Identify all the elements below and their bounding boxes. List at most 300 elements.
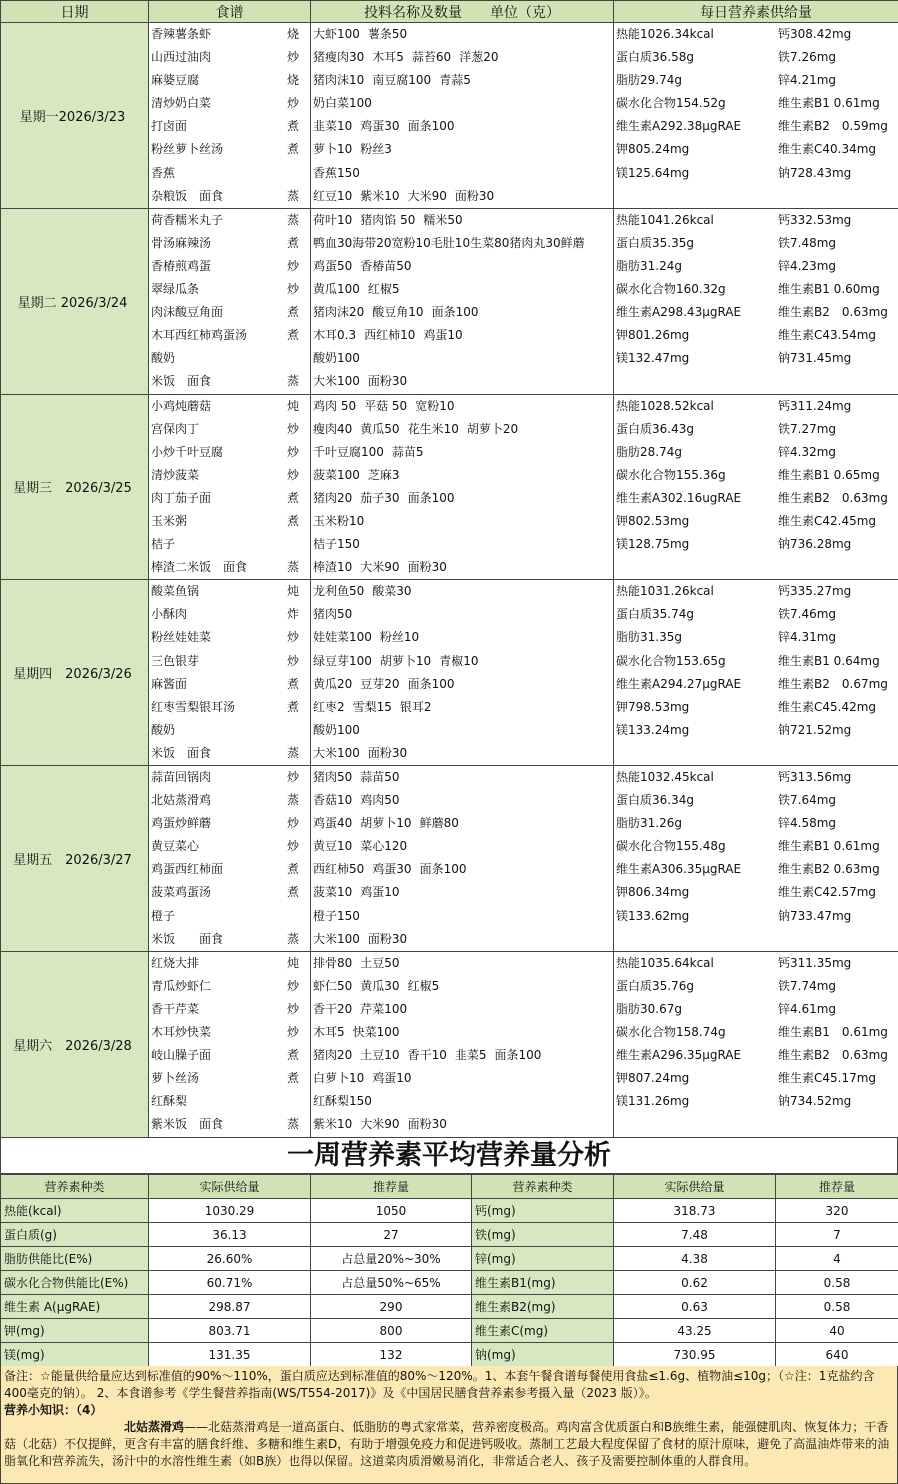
nutrient-value: 蛋白质35.35g bbox=[616, 235, 694, 250]
dish-item bbox=[149, 92, 310, 115]
dish-name: 麻婆豆腐 bbox=[151, 73, 200, 88]
nutrient-value: 维生素B2 0.63mg bbox=[778, 862, 880, 877]
cooking-method: 炖 bbox=[286, 398, 299, 413]
ingredient-line bbox=[311, 115, 613, 138]
ingredient-item: 蒜苔60 bbox=[411, 50, 452, 65]
nutrient-value: 铁7.26mg bbox=[778, 50, 837, 65]
dish-item bbox=[149, 533, 310, 556]
dish-name: 萝卜丝汤 bbox=[151, 1071, 200, 1086]
dish-name: 红酥梨 bbox=[151, 1094, 188, 1109]
ingredient-item: 豆芽20 bbox=[360, 676, 400, 691]
header-nutrition: 每日营养素供给量 bbox=[614, 1, 898, 23]
nutrition-line bbox=[614, 998, 898, 1021]
nutrient-value: 维生素A294.27μgRAE bbox=[616, 676, 742, 691]
nutrient-value: 钾802.53mg bbox=[616, 513, 690, 528]
dish-name: 米饭 面食 bbox=[151, 745, 212, 760]
nutrient-value: 钙313.56mg bbox=[778, 770, 852, 784]
ingredient-item: 鸡蛋30 bbox=[372, 862, 412, 877]
ingredient-item: 面条100 bbox=[407, 676, 455, 691]
ingredient-line bbox=[311, 138, 613, 161]
nutrition-line bbox=[614, 719, 898, 742]
cooking-method: 煮 bbox=[286, 235, 299, 250]
dish-name: 荷香糯米丸子 bbox=[151, 212, 224, 227]
nutrition-line bbox=[614, 673, 898, 696]
ingredient-item: 猪肉沫10 bbox=[313, 73, 365, 88]
ingredient-item: 土豆50 bbox=[360, 955, 400, 970]
cooking-method: 煮 bbox=[286, 142, 299, 157]
ingredient-item: 芝麻3 bbox=[367, 467, 400, 482]
actual-amount: 131.35 bbox=[149, 1343, 311, 1367]
ingredient-line bbox=[311, 255, 613, 278]
nutrient-value: 维生素B2 0.63mg bbox=[778, 490, 888, 505]
day-recipes bbox=[149, 951, 311, 1137]
nutrient-value: 脂肪29.74g bbox=[616, 73, 682, 88]
day-row bbox=[1, 580, 898, 766]
dish-name: 打卤面 bbox=[151, 119, 188, 134]
ingredient-item: 红椒5 bbox=[407, 978, 440, 993]
ingredient-item: 大米90 bbox=[407, 188, 447, 203]
dish-item bbox=[149, 556, 310, 579]
dish-name: 小鸡炖蘑菇 bbox=[151, 398, 212, 413]
average-row bbox=[1, 1271, 898, 1295]
average-header-cell: 推荐量 bbox=[776, 1175, 898, 1199]
cooking-method: 炒 bbox=[286, 630, 299, 645]
cooking-method bbox=[286, 533, 300, 556]
ingredient-item: 青椒10 bbox=[439, 653, 479, 668]
average-row bbox=[1, 1199, 898, 1223]
dish-item bbox=[149, 510, 310, 533]
ingredient-item: 鸭血30海带20宽粉10毛肚10生菜80猪肉丸30鲜蘑 bbox=[313, 235, 585, 250]
nutrient-value: 镁132.47mg bbox=[616, 351, 690, 366]
day-nutrition bbox=[614, 208, 898, 394]
ingredient-line bbox=[311, 1044, 613, 1067]
ingredient-item: 茄子30 bbox=[360, 490, 400, 505]
dish-name: 山西过油肉 bbox=[151, 50, 212, 65]
ingredient-line bbox=[311, 580, 613, 603]
cooking-method bbox=[286, 905, 300, 928]
nutrient-value: 维生素C42.57mg bbox=[778, 885, 877, 900]
nutrition-line bbox=[614, 23, 898, 46]
nutrition-line bbox=[614, 464, 898, 487]
ingredient-item: 萝卜10 bbox=[313, 142, 353, 157]
dish-name: 岐山臊子面 bbox=[151, 1048, 212, 1063]
nutrient-value: 钠733.47mg bbox=[778, 908, 852, 923]
menu-header-row bbox=[1, 1, 898, 23]
nutrient-value: 维生素A298.43μgRAE bbox=[616, 305, 742, 320]
nutrition-line bbox=[614, 533, 898, 556]
nutrient-value: 钾806.34mg bbox=[616, 885, 690, 900]
dish-item bbox=[149, 1090, 310, 1113]
recommended-amount: 占总量50%~65% bbox=[311, 1271, 472, 1295]
nutrition-line bbox=[614, 209, 898, 232]
ingredient-item: 猪肉50 bbox=[313, 607, 353, 622]
day-nutrition bbox=[614, 951, 898, 1137]
dish-name: 蒜苗回锅肉 bbox=[151, 770, 212, 784]
nutrient-value: 铁7.64mg bbox=[778, 793, 837, 808]
ingredient-line bbox=[311, 812, 613, 835]
ingredient-item: 木耳5 bbox=[372, 50, 404, 65]
nutrient-value: 钙332.53mg bbox=[778, 212, 852, 227]
dish-name: 菠菜鸡蛋汤 bbox=[151, 885, 212, 900]
ingredient-item: 面条100 bbox=[407, 119, 455, 134]
day-ingredients bbox=[311, 951, 614, 1137]
cooking-method: 炒 bbox=[286, 816, 299, 831]
day-date: 星期六 2026/3/28 bbox=[1, 951, 149, 1137]
nutrient-value: 碳水化合物160.32g bbox=[616, 282, 726, 297]
nutrient-value: 维生素C45.17mg bbox=[778, 1071, 877, 1086]
day-row bbox=[1, 766, 898, 952]
cooking-method: 蒸 bbox=[286, 212, 299, 227]
average-row bbox=[1, 1247, 898, 1271]
ingredient-item: 鸡蛋10 bbox=[423, 328, 463, 343]
tip-text: ——北菇蒸滑鸡是一道高蛋白、低脂肪的粤式家常菜，营养密度极高。鸡肉富含优质蛋白和B族维生素，能强健肌肉、恢复体力；干香菇（北菇）不仅提鲜，更含有丰富的膳食纤维、多糖和维生素D，有助于增强免疫力和促进钙吸收。蒸制工艺最大程度保留了食材的原汁原味，避免了高温油炸带来的油脂氧化和营养流失，汤汁中的水溶性维生素（如B族）也得以保留。这道菜肉质滑嫩易消化，非常适合老人、孩子及需要控制体重的人群食用。 bbox=[4, 1420, 890, 1468]
dish-name: 肉丁茄子面 bbox=[151, 490, 212, 505]
ingredient-line bbox=[311, 395, 613, 418]
dish-name: 红烧大排 bbox=[151, 955, 200, 970]
day-nutrition bbox=[614, 394, 898, 580]
nutrient-value: 维生素B2 0.63mg bbox=[778, 1048, 888, 1063]
ingredient-line bbox=[311, 418, 613, 441]
cooking-method: 炒 bbox=[286, 1025, 299, 1040]
nutrient-name: 维生素B2(mg) bbox=[472, 1295, 614, 1319]
ingredient-item: 猪肉馅 50 bbox=[360, 212, 416, 227]
dish-item bbox=[149, 812, 310, 835]
average-header-cell: 实际供给量 bbox=[614, 1175, 776, 1199]
dish-name: 北姑蒸滑鸡 bbox=[151, 793, 212, 808]
ingredient-line bbox=[311, 905, 613, 928]
ingredient-line bbox=[311, 858, 613, 881]
nutrient-value: 热能1026.34kcal bbox=[616, 27, 714, 41]
nutrient-value: 蛋白质36.58g bbox=[616, 50, 694, 65]
nutrition-line bbox=[614, 278, 898, 301]
nutrition-line bbox=[614, 580, 898, 603]
dish-item bbox=[149, 301, 310, 324]
dish-item bbox=[149, 324, 310, 347]
nutrient-name: 铁(mg) bbox=[472, 1223, 614, 1247]
ingredient-item: 面条100 bbox=[494, 1048, 542, 1063]
nutrition-line bbox=[614, 487, 898, 510]
ingredient-item: 猪肉50 bbox=[313, 770, 353, 784]
day-recipes bbox=[149, 766, 311, 952]
actual-amount: 60.71% bbox=[149, 1271, 311, 1295]
ingredient-line bbox=[311, 441, 613, 464]
ingredient-item: 面粉30 bbox=[454, 188, 495, 203]
ingredient-line bbox=[311, 742, 613, 765]
dish-name: 肉沫酸豆角面 bbox=[151, 305, 224, 320]
dish-name: 酸菜鱼锅 bbox=[151, 584, 200, 599]
tip-title: 营养小知识：（4） bbox=[4, 1403, 103, 1417]
nutrient-value: 维生素C40.34mg bbox=[778, 142, 877, 157]
nutrition-line bbox=[614, 301, 898, 324]
dish-item bbox=[149, 626, 310, 649]
nutrient-name: 碳水化合物供能比(E%) bbox=[1, 1271, 149, 1295]
ingredient-item: 紫米10 bbox=[360, 188, 400, 203]
cooking-method: 蒸 bbox=[286, 188, 299, 203]
cooking-method: 炖 bbox=[286, 955, 299, 970]
day-nutrition bbox=[614, 766, 898, 952]
dish-name: 粉丝娃娃菜 bbox=[151, 630, 212, 645]
nutrient-value: 锌4.21mg bbox=[778, 73, 837, 88]
ingredient-line bbox=[311, 301, 613, 324]
actual-amount: 26.60% bbox=[149, 1247, 311, 1271]
ingredient-line bbox=[311, 324, 613, 347]
day-recipes bbox=[149, 580, 311, 766]
nutrient-value: 维生素C43.54mg bbox=[778, 328, 877, 343]
dish-item bbox=[149, 487, 310, 510]
ingredient-item: 雪梨15 bbox=[352, 699, 392, 714]
ingredient-item: 鸡蛋40 bbox=[313, 816, 353, 831]
nutrient-value: 维生素B1 0.64mg bbox=[778, 653, 880, 668]
ingredient-line bbox=[311, 719, 613, 742]
day-ingredients bbox=[311, 580, 614, 766]
ingredient-item: 面粉30 bbox=[367, 374, 408, 389]
nutrition-line bbox=[614, 626, 898, 649]
dish-name: 红枣雪梨银耳汤 bbox=[151, 699, 236, 714]
cooking-method: 煮 bbox=[286, 1071, 299, 1086]
nutrition-line bbox=[614, 138, 898, 161]
ingredient-item: 糯米50 bbox=[423, 212, 463, 227]
nutrition-line bbox=[614, 812, 898, 835]
nutrient-value: 热能1031.26kcal bbox=[616, 584, 714, 599]
nutrition-line bbox=[614, 1021, 898, 1044]
nutrient-value: 镁133.62mg bbox=[616, 908, 690, 923]
recommended-amount: 占总量20%~30% bbox=[311, 1247, 472, 1271]
nutrient-value: 维生素B2 0.59mg bbox=[778, 119, 888, 134]
dish-name: 杂粮饭 面食 bbox=[151, 188, 224, 203]
ingredient-item: 韭菜5 bbox=[454, 1048, 487, 1063]
dish-item bbox=[149, 580, 310, 603]
ingredient-item: 菠菜100 bbox=[313, 467, 360, 482]
ingredient-line bbox=[311, 370, 613, 393]
average-header-cell: 营养素种类 bbox=[1, 1175, 149, 1199]
ingredient-item: 香蕉150 bbox=[313, 165, 360, 180]
ingredient-item: 大米100 bbox=[313, 374, 360, 389]
day-date: 星期五 2026/3/27 bbox=[1, 766, 149, 952]
cooking-method: 炒 bbox=[286, 258, 299, 273]
ingredient-line bbox=[311, 998, 613, 1021]
ingredient-line bbox=[311, 952, 613, 975]
ingredient-line bbox=[311, 162, 613, 185]
ingredient-line bbox=[311, 650, 613, 673]
ingredient-item: 鸡蛋10 bbox=[372, 1071, 412, 1086]
cooking-method: 蒸 bbox=[286, 560, 299, 575]
nutrient-value: 锌4.58mg bbox=[778, 816, 837, 831]
dish-item bbox=[149, 23, 310, 46]
ingredient-item: 大虾100 bbox=[313, 27, 360, 41]
actual-amount: 7.48 bbox=[614, 1223, 776, 1247]
cooking-method: 煮 bbox=[286, 885, 299, 900]
nutrient-value: 蛋白质36.34g bbox=[616, 793, 694, 808]
nutrition-line bbox=[614, 858, 898, 881]
ingredient-line bbox=[311, 696, 613, 719]
dish-name: 木耳西红柿鸡蛋汤 bbox=[151, 328, 248, 343]
dish-item bbox=[149, 766, 310, 789]
dish-item bbox=[149, 673, 310, 696]
ingredient-item: 香干10 bbox=[407, 1048, 447, 1063]
cooking-method: 煮 bbox=[286, 490, 299, 505]
ingredient-line bbox=[311, 232, 613, 255]
day-date: 星期二 2026/3/24 bbox=[1, 208, 149, 394]
cooking-method bbox=[286, 347, 300, 370]
nutrition-line bbox=[614, 789, 898, 812]
ingredient-line bbox=[311, 1067, 613, 1090]
dish-name: 清炒奶白菜 bbox=[151, 96, 212, 111]
average-nutrition-table bbox=[0, 1174, 898, 1367]
day-date: 星期三 2026/3/25 bbox=[1, 394, 149, 580]
day-row bbox=[1, 951, 898, 1137]
nutrient-value: 锌4.32mg bbox=[778, 444, 837, 459]
ingredient-line bbox=[311, 673, 613, 696]
cooking-method: 蒸 bbox=[286, 374, 299, 389]
dish-item bbox=[149, 185, 310, 208]
dish-item bbox=[149, 209, 310, 232]
ingredient-item: 猪肉20 bbox=[313, 490, 353, 505]
nutrient-value: 维生素C45.42mg bbox=[778, 699, 877, 714]
ingredient-item: 奶白菜100 bbox=[313, 96, 372, 111]
nutrient-value: 钙311.35mg bbox=[778, 955, 852, 970]
ingredient-item: 粉丝10 bbox=[379, 630, 420, 645]
ingredient-item: 绿豆芽100 bbox=[313, 653, 372, 668]
dish-name: 三色银芽 bbox=[151, 653, 200, 668]
dish-item bbox=[149, 1113, 310, 1136]
ingredient-item: 木耳0.3 bbox=[313, 328, 357, 343]
ingredient-item: 木耳5 bbox=[313, 1025, 345, 1040]
dish-item bbox=[149, 881, 310, 904]
ingredient-item: 大米90 bbox=[360, 1117, 400, 1132]
dish-item bbox=[149, 905, 310, 928]
dish-item bbox=[149, 441, 310, 464]
recommended-amount: 7 bbox=[776, 1223, 898, 1247]
nutrient-value: 脂肪31.26g bbox=[616, 816, 682, 831]
nutrient-value: 蛋白质36.43g bbox=[616, 421, 694, 436]
cooking-method: 炒 bbox=[286, 653, 299, 668]
dish-name: 小炒千叶豆腐 bbox=[151, 444, 224, 459]
ingredient-item: 猪瘦肉30 bbox=[313, 50, 365, 65]
dish-name: 香椿煎鸡蛋 bbox=[151, 258, 212, 273]
cooking-method: 炒 bbox=[286, 1001, 299, 1016]
cooking-method: 煮 bbox=[286, 305, 299, 320]
ingredient-item: 面粉30 bbox=[407, 560, 447, 575]
ingredient-item: 红枣2 bbox=[313, 699, 345, 714]
nutrient-name: 维生素C(mg) bbox=[472, 1319, 614, 1343]
ingredient-line bbox=[311, 69, 613, 92]
ingredient-item: 白萝卜10 bbox=[313, 1071, 365, 1086]
dish-item bbox=[149, 603, 310, 626]
cooking-method bbox=[286, 162, 300, 185]
ingredient-line bbox=[311, 533, 613, 556]
ingredient-line bbox=[311, 556, 613, 579]
ingredient-item: 鲜蘑80 bbox=[419, 816, 459, 831]
ingredient-line bbox=[311, 1021, 613, 1044]
nutrient-name: 维生素 A(μgRAE) bbox=[1, 1295, 149, 1319]
ingredient-line bbox=[311, 975, 613, 998]
actual-amount: 1030.29 bbox=[149, 1199, 311, 1223]
nutrition-line bbox=[614, 46, 898, 69]
dish-name: 鸡蛋西红柿面 bbox=[151, 862, 224, 877]
ingredient-item: 猪肉沫20 bbox=[313, 305, 365, 320]
nutrient-value: 镁125.64mg bbox=[616, 165, 690, 180]
ingredient-item: 龙利鱼50 bbox=[313, 584, 365, 599]
nutrient-value: 脂肪31.24g bbox=[616, 258, 682, 273]
dish-item bbox=[149, 928, 310, 951]
dish-item bbox=[149, 835, 310, 858]
nutrient-value: 碳水化合物155.48g bbox=[616, 839, 726, 854]
ingredient-item: 面粉30 bbox=[367, 931, 408, 946]
nutrient-value: 维生素C42.45mg bbox=[778, 513, 877, 528]
nutrient-value: 脂肪28.74g bbox=[616, 444, 682, 459]
nutrition-line bbox=[614, 650, 898, 673]
dish-name: 酸奶 bbox=[151, 722, 176, 737]
ingredient-item: 鸡蛋30 bbox=[360, 119, 400, 134]
nutrient-value: 钾805.24mg bbox=[616, 142, 690, 157]
dish-name: 骨汤麻辣汤 bbox=[151, 235, 212, 250]
dish-name: 宫保肉丁 bbox=[151, 421, 200, 436]
dish-name: 鸡蛋炒鲜蘑 bbox=[151, 816, 212, 831]
ingredient-item: 棒渣10 bbox=[313, 560, 353, 575]
cooking-method: 煮 bbox=[286, 328, 299, 343]
nutrient-value: 铁7.74mg bbox=[778, 978, 837, 993]
ingredient-item: 胡萝卜10 bbox=[360, 816, 412, 831]
day-ingredients bbox=[311, 394, 614, 580]
average-row bbox=[1, 1319, 898, 1343]
nutrient-value: 热能1032.45kcal bbox=[616, 770, 714, 784]
nutrient-value: 维生素A306.35μgRAE bbox=[616, 862, 742, 877]
nutrition-line bbox=[614, 162, 898, 185]
ingredient-item: 玉米粉10 bbox=[313, 513, 365, 528]
nutrition-line bbox=[614, 255, 898, 278]
day-ingredients bbox=[311, 23, 614, 209]
day-nutrition bbox=[614, 23, 898, 209]
nutrition-line bbox=[614, 603, 898, 626]
dish-item bbox=[149, 395, 310, 418]
ingredient-line bbox=[311, 209, 613, 232]
nutrition-line bbox=[614, 347, 898, 370]
dish-item bbox=[149, 742, 310, 765]
recommended-amount: 132 bbox=[311, 1343, 472, 1367]
dish-item bbox=[149, 696, 310, 719]
cooking-method: 煮 bbox=[286, 119, 299, 134]
ingredient-line bbox=[311, 1113, 613, 1136]
nutrition-line bbox=[614, 1044, 898, 1067]
ingredient-item: 大米100 bbox=[313, 931, 360, 946]
recommended-amount: 290 bbox=[311, 1295, 472, 1319]
dish-name: 桔子 bbox=[151, 537, 176, 552]
recommended-amount: 320 bbox=[776, 1199, 898, 1223]
actual-amount: 803.71 bbox=[149, 1319, 311, 1343]
ingredient-item: 黄瓜100 bbox=[313, 282, 360, 297]
ingredient-item: 洋葱20 bbox=[459, 50, 499, 65]
nutrient-value: 维生素B1 0.61mg bbox=[778, 839, 880, 854]
average-header-cell: 实际供给量 bbox=[149, 1175, 311, 1199]
dish-item bbox=[149, 255, 310, 278]
day-date: 星期一2026/3/23 bbox=[1, 23, 149, 209]
nutrition-line bbox=[614, 952, 898, 975]
dish-item bbox=[149, 464, 310, 487]
dish-name: 米饭 面食 bbox=[151, 931, 224, 946]
nutrient-value: 碳水化合物154.52g bbox=[616, 96, 726, 111]
cooking-method: 煮 bbox=[286, 513, 299, 528]
ingredient-item: 蒜苗50 bbox=[360, 770, 400, 784]
recommended-amount: 0.58 bbox=[776, 1271, 898, 1295]
dish-name: 青瓜炒虾仁 bbox=[151, 978, 212, 993]
ingredient-item: 酸奶100 bbox=[313, 722, 360, 737]
ingredient-item: 粉丝3 bbox=[360, 142, 392, 157]
cooking-method: 炒 bbox=[286, 50, 299, 65]
nutrient-value: 维生素B1 0.65mg bbox=[778, 467, 880, 482]
ingredient-line bbox=[311, 92, 613, 115]
cooking-method: 煮 bbox=[286, 1048, 299, 1063]
ingredient-item: 快菜100 bbox=[352, 1025, 400, 1040]
